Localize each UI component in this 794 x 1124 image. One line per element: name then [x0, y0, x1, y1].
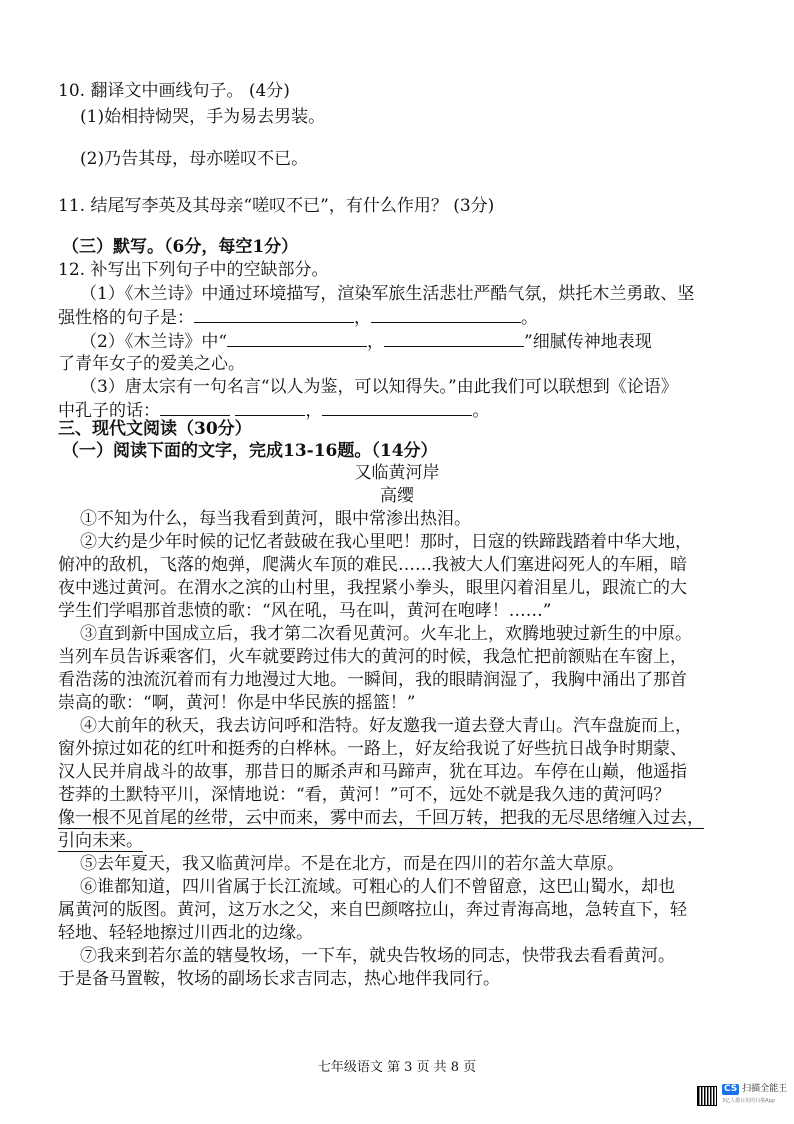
q12-item2-suffix: ”细腻传神地表现	[524, 332, 652, 352]
q12-item1-line1: （1）《木兰诗》中通过环境描写，渲染军旅生活悲壮严酷气氛，烘托木兰勇敢、坚	[80, 284, 695, 304]
article-line: 看浩荡的浊流沉着而有力地漫过大地。一瞬间，我的眼睛润湿了，我胸中涌出了那首	[58, 670, 687, 690]
q12-stem: 12. 补写出下列句子中的空缺部分。	[58, 260, 329, 280]
article-line: ③直到新中国成立后，我才第二次看见黄河。火车北上，欢腾地驶过新生的中原。	[80, 624, 692, 644]
article-title: 又临黄河岸	[354, 463, 440, 483]
article-line: 夜中逃过黄河。在渭水之滨的山村里，我捏紧小拳头，眼里闪着泪星儿，跟流亡的大	[58, 578, 687, 598]
q12-item1-line2	[58, 306, 748, 329]
q12-item2-line2	[58, 353, 748, 375]
answer-blank[interactable]	[322, 399, 472, 416]
article-line: ⑦我来到若尔盖的辖曼牧场，一下车，就央告牧场的同志，快带我去看看黄河。	[80, 946, 675, 966]
article-line: 窗外掠过如花的红叶和挺秀的白桦林。一路上，好友给我说了好些抗日战争时期蒙、	[58, 739, 687, 759]
article-line: ②大约是少年时候的记忆者鼓破在我心里吧！那时，日寇的铁蹄践踏着中华大地，	[80, 532, 692, 552]
q12-item2-text: 了青年女子的爱美之心。	[58, 354, 245, 374]
article-line: 汉人民并肩战斗的故事，那昔日的厮杀声和马蹄声，犹在耳边。车停在山巅，他遥指	[58, 762, 687, 782]
q12-item3-prefix: 中孔子的话：	[58, 401, 160, 421]
answer-blank[interactable]	[160, 399, 230, 416]
answer-blank[interactable]	[235, 399, 305, 416]
article-line: ⑥谁都知道，四川省属于长江流域。可粗心的人们不曾留意，这巴山蜀水，却也	[80, 877, 675, 897]
article-author: 高缨	[380, 486, 414, 506]
article-line: 于是备马置鞍，牧场的副场长求吉同志，热心地伴我同行。	[58, 969, 500, 989]
article-underlined-line	[58, 830, 748, 852]
q12-item1-prefix: 强性格的句子是：	[58, 308, 194, 328]
article-line: ①不知为什么，每当我看到黄河，眼中常渗出热泪。	[80, 509, 471, 529]
q10-stem: 10. 翻译文中画线句子。 (4分)	[58, 81, 290, 101]
scanner-logo-icon: CS	[724, 1084, 738, 1094]
answer-blank[interactable]	[384, 330, 524, 347]
scanner-app-name: 扫描全能王	[742, 1084, 788, 1094]
q12-item3-line1: （3）唐太宗有一句名言“以人为鉴，可以知得失。”由此我们可以联想到《论语》	[80, 377, 678, 397]
reading1-heading: （一）阅读下面的文字，完成13-16题。（14分）	[62, 441, 438, 461]
article-underlined-line	[58, 807, 748, 829]
scanner-watermark	[722, 1084, 787, 1107]
article-line: 轻地、轻轻地擦过川西北的边缘。	[58, 923, 313, 943]
q10-sentence-2: (2)乃告其母，母亦嗟叹不已。	[80, 149, 309, 169]
answer-blank[interactable]	[371, 306, 521, 323]
article-line: 学生们学唱那首悲愤的歌：“风在吼，马在叫，黄河在咆哮！……”	[58, 601, 552, 621]
article-line: ④大前年的秋天，我去访问呼和浩特。好友邀我一道去登大青山。汽车盘旋而上，	[80, 716, 692, 736]
article-line: ⑤去年夏天，我又临黄河岸。不是在北方，而是在四川的若尔盖大草原。	[80, 854, 624, 874]
period: 。	[521, 308, 538, 328]
comma: ，	[305, 401, 323, 421]
comma: ，	[354, 308, 371, 328]
underlined-text: 引向未来。	[58, 831, 143, 851]
article-line: 俯冲的敌机，飞落的炮弹，爬满火车顶的难民……我被大人们塞进闷死人的车厢，暗	[58, 555, 687, 575]
q12-item2-prefix: （2）《木兰诗》中“	[80, 332, 228, 352]
q10-sentence-1: (1)始相持恸哭，手为易去男装。	[80, 107, 326, 127]
scanner-tagline: 3亿人都在用的扫描App	[722, 1098, 775, 1104]
answer-blank[interactable]	[227, 330, 367, 347]
part3-heading: 三、现代文阅读（30分）	[58, 419, 252, 439]
article-line: 当列车员告诉乘客们，火车就要跨过伟大的黄河的时候，我急忙把前额贴在车窗上，	[58, 647, 687, 667]
section-heading-dictation: （三）默写。（6分，每空1分）	[62, 237, 299, 257]
page-footer: 七年级语文 第 3 页 共 8 页	[317, 1060, 477, 1075]
article-line: 属黄河的版图。黄河，这万水之父，来自巴颜喀拉山，奔过青海高地，急转直下，轻	[58, 900, 687, 920]
answer-blank[interactable]	[194, 306, 354, 323]
qr-code-icon	[697, 1086, 717, 1106]
article-line: 苍莽的土默特平川，深情地说：“看，黄河！”可不，远处不就是我久违的黄河吗？	[58, 785, 671, 805]
underlined-text: 像一根不见首尾的丝带，云中而来，雾中而去，千回万转，把我的无尽思绪缠入过去，	[58, 808, 704, 828]
comma: ，	[367, 332, 385, 352]
q11-stem: 11. 结尾写李英及其母亲“嗟叹不已”，有什么作用？ (3分)	[58, 196, 495, 216]
q12-item2-line1	[80, 330, 748, 353]
period: 。	[472, 401, 490, 421]
article-line: 崇高的歌：“啊，黄河！你是中华民族的摇篮！”	[58, 693, 416, 713]
